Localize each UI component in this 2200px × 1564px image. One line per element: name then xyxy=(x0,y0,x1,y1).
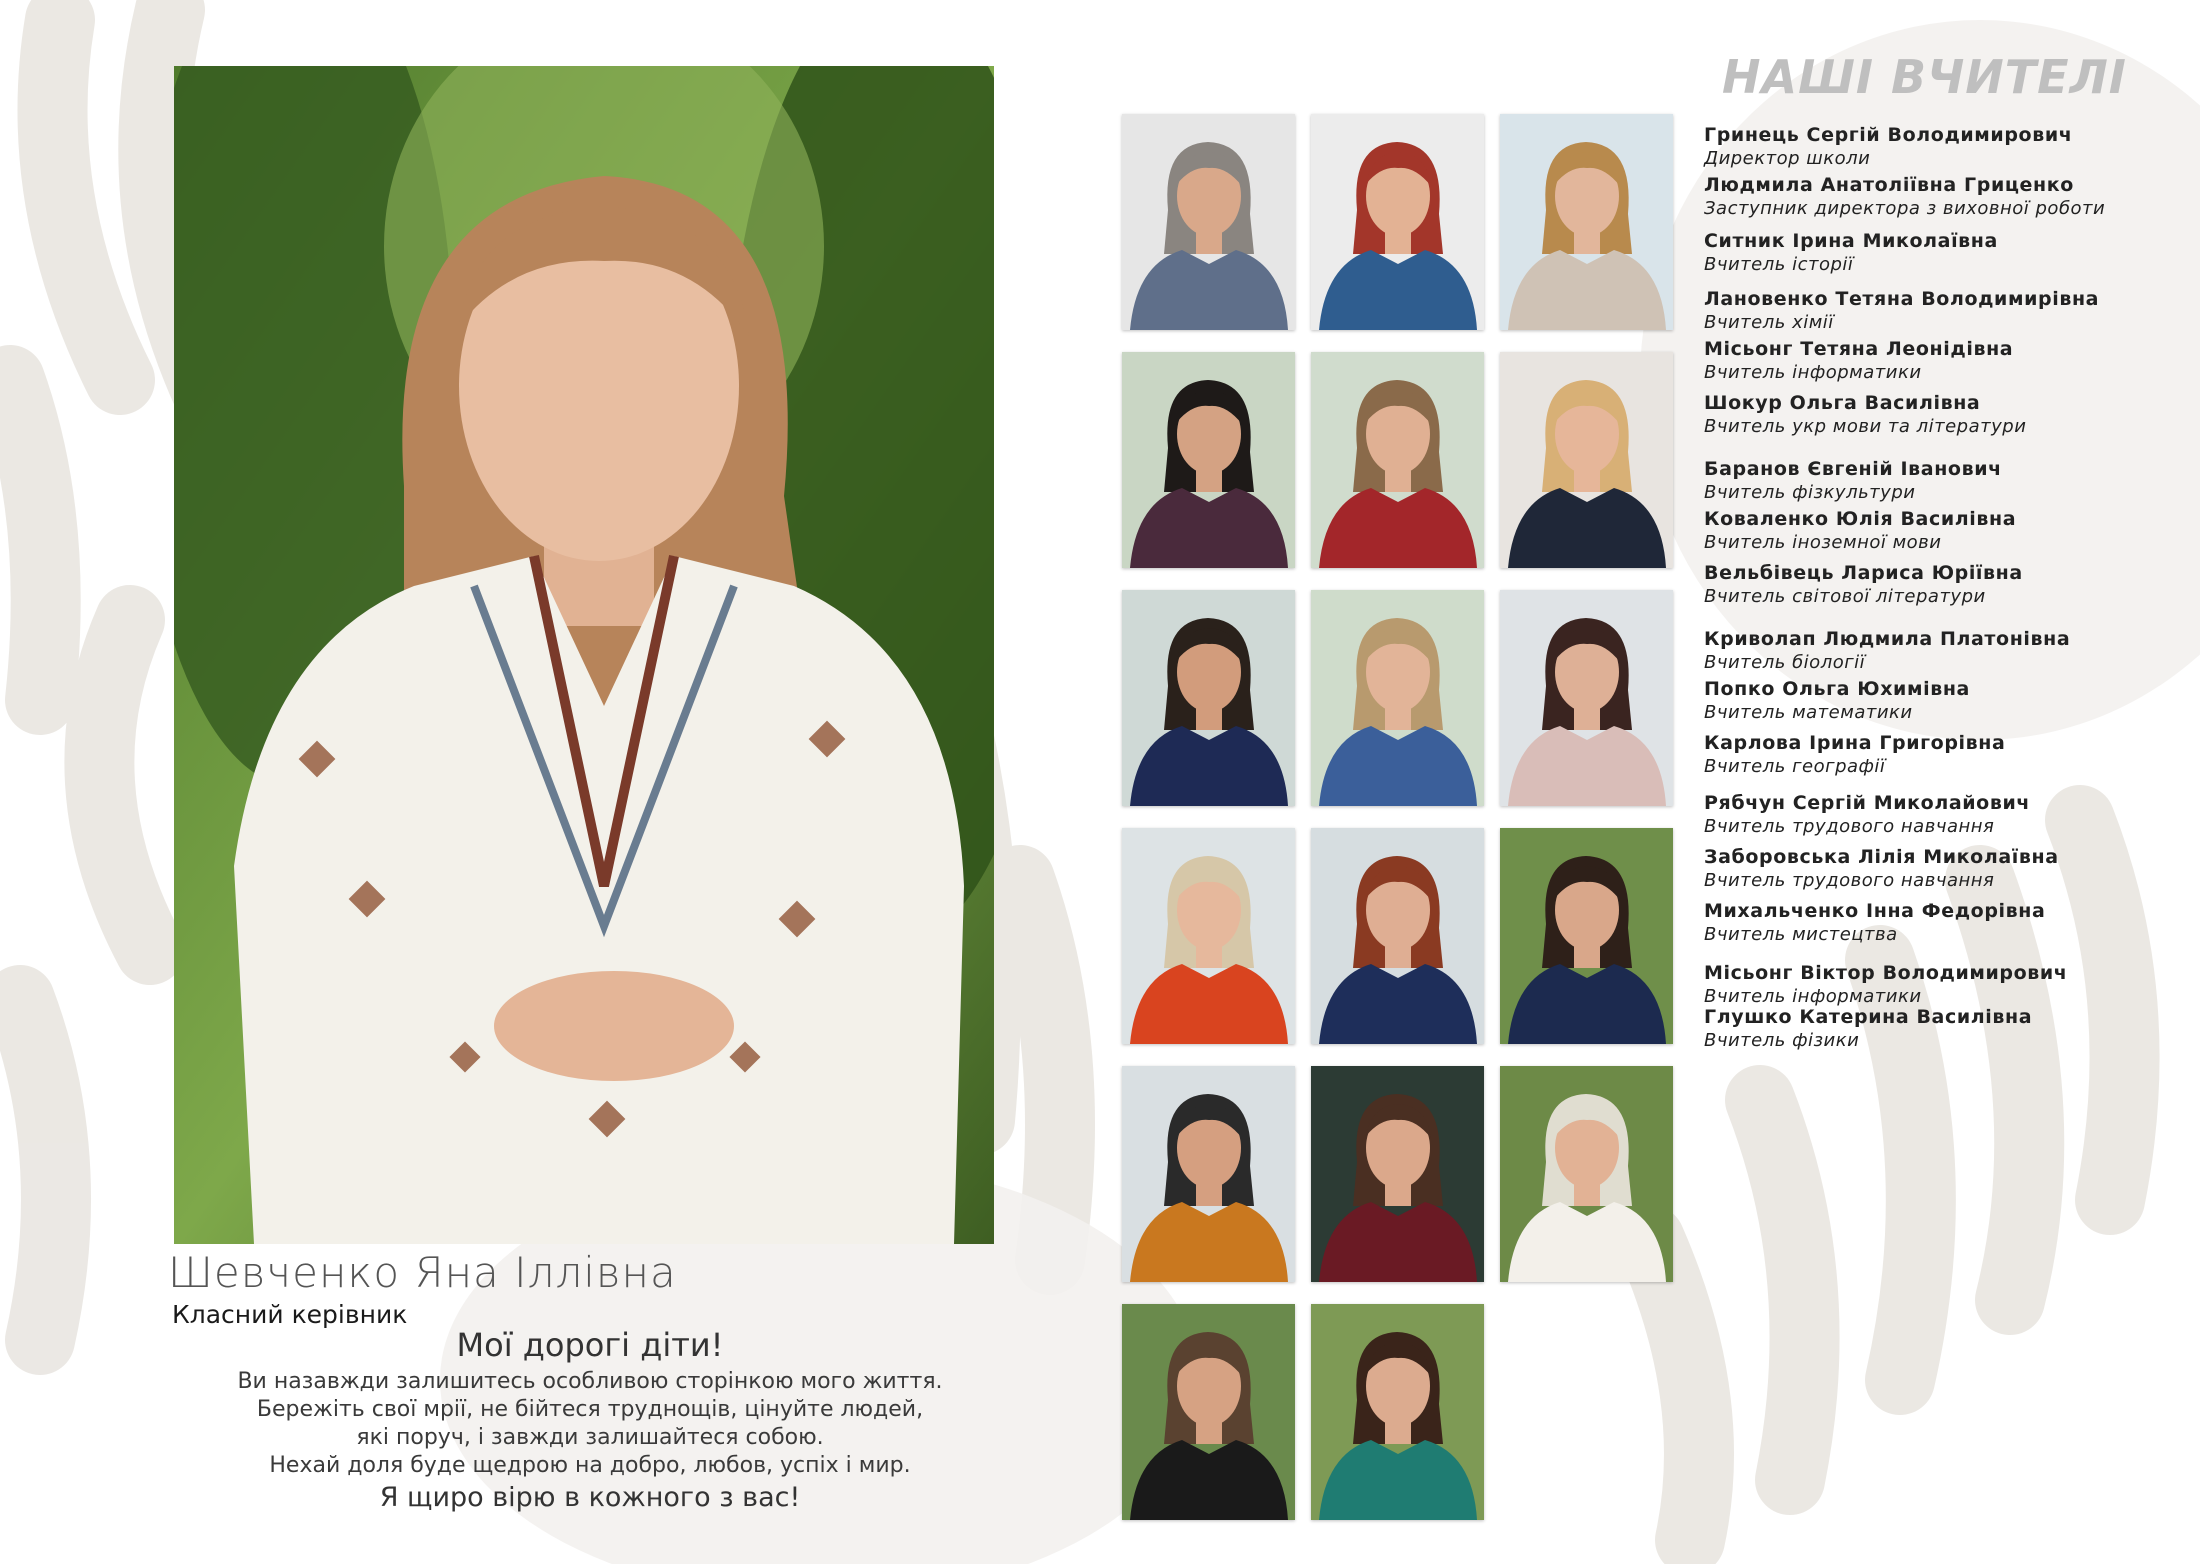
teacher-name: Людмила Анатоліївна Гриценко xyxy=(1704,174,2074,196)
teacher-position: Вчитель трудового навчання xyxy=(1704,816,1995,837)
message-greeting: Мої дорогі діти! xyxy=(456,1326,724,1364)
teacher-name: Гринець Сергій Володимирович xyxy=(1704,124,2073,146)
teacher-portrait xyxy=(1122,114,1295,330)
teacher-position: Вчитель інформатики xyxy=(1704,986,1922,1007)
teacher-portrait xyxy=(1122,828,1295,1044)
teacher-entry xyxy=(1704,508,2016,553)
teacher-name: Рябчун Сергій Миколайович xyxy=(1704,792,2031,814)
teacher-name: Глушко Катерина Василівна xyxy=(1704,1006,2033,1028)
teacher-entry xyxy=(1704,846,2059,891)
teacher-position: Вчитель трудового навчання xyxy=(1704,870,1995,891)
teacher-name: Місьонг Віктор Володимирович xyxy=(1704,962,2068,984)
teacher-position: Вчитель інформатики xyxy=(1704,362,1922,383)
teacher-portrait xyxy=(1122,352,1295,568)
teacher-position: Вчитель історії xyxy=(1704,254,1854,275)
teacher-portrait xyxy=(1500,1066,1673,1282)
teacher-name: Коваленко Юлія Василівна xyxy=(1704,508,2017,530)
teacher-entry xyxy=(1704,338,2013,383)
teacher-position: Вчитель географії xyxy=(1704,756,1886,777)
teacher-entry xyxy=(1704,792,2030,837)
teacher-name: Шокур Ольга Василівна xyxy=(1704,392,1981,414)
teacher-position: Вчитель світової літератури xyxy=(1704,586,1986,607)
teacher-name: Криволап Людмила Платонівна xyxy=(1704,628,2071,650)
message-closing: Я щиро вірю в кожного з вас! xyxy=(379,1482,801,1513)
teacher-position: Вчитель мистецтва xyxy=(1704,924,1898,945)
teacher-name: Михальченко Інна Федорівна xyxy=(1704,900,2046,922)
teacher-portrait xyxy=(1122,1304,1295,1520)
teacher-entry xyxy=(1704,562,2023,607)
teacher-name: Місьонг Тетяна Леонідівна xyxy=(1704,338,2014,360)
teacher-entry xyxy=(1704,900,2045,945)
teacher-name: Попко Ольга Юхимівна xyxy=(1704,678,1970,700)
farewell-message xyxy=(190,1326,990,1513)
teacher-entry xyxy=(1704,962,2067,1007)
teacher-entry xyxy=(1704,1006,2032,1051)
message-line: які поруч, і завжди залишайтеся собою. xyxy=(356,1425,824,1450)
teacher-entry xyxy=(1704,124,2072,169)
teacher-name: Вельбівець Лариса Юріївна xyxy=(1704,562,2023,584)
teacher-portrait xyxy=(1311,1304,1484,1520)
teacher-position: Вчитель хімії xyxy=(1704,312,1834,333)
teacher-entry xyxy=(1704,678,1970,723)
teacher-photo-grid xyxy=(1122,114,1676,1520)
teacher-name: Баранов Євгеній Іванович xyxy=(1704,458,2002,480)
message-line: Бережіть свої мрії, не бійтеся труднощів, цінуйте людей, xyxy=(256,1397,924,1422)
teacher-entry xyxy=(1704,392,2026,437)
teacher-portrait xyxy=(1122,1066,1295,1282)
teacher-position: Вчитель іноземної мови xyxy=(1704,532,1942,553)
teacher-name: Заборовська Лілія Миколаївна xyxy=(1704,846,2059,868)
teacher-portrait xyxy=(1311,590,1484,806)
teacher-entry xyxy=(1704,732,2005,777)
teacher-entry xyxy=(1704,230,1998,275)
teacher-name: Ситник Ірина Миколаївна xyxy=(1704,230,1998,252)
teacher-portrait xyxy=(1122,590,1295,806)
teacher-name: Лановенко Тетяна Володимирівна xyxy=(1704,288,2100,310)
teacher-name: Карлова Ірина Григорівна xyxy=(1704,732,2006,754)
teacher-position: Вчитель біології xyxy=(1704,652,1866,673)
message-line: Нехай доля буде щедрою на добро, любов, успіх і мир. xyxy=(269,1453,911,1478)
teacher-portrait xyxy=(1500,352,1673,568)
class-teacher-role: Класний керівник xyxy=(172,1300,408,1329)
teacher-position: Заступник директора з виховної роботи xyxy=(1704,198,2106,219)
teacher-position: Вчитель фізкультури xyxy=(1704,482,1916,503)
teacher-portrait xyxy=(1311,1066,1484,1282)
class-teacher-photo xyxy=(174,66,994,1244)
teacher-position: Вчитель математики xyxy=(1704,702,1913,723)
teacher-position: Вчитель укр мови та літератури xyxy=(1704,416,2027,437)
class-teacher-name: Шевченко Яна Іллівна xyxy=(168,1248,677,1297)
teacher-position: Вчитель фізики xyxy=(1704,1030,1860,1051)
teacher-portrait xyxy=(1311,828,1484,1044)
teacher-entry xyxy=(1704,288,2099,333)
teacher-entry xyxy=(1704,628,2070,673)
teacher-portrait xyxy=(1311,114,1484,330)
teacher-portrait xyxy=(1311,352,1484,568)
message-line: Ви назавжди залишитесь особливою сторінкою мого життя. xyxy=(237,1369,943,1394)
page-heading: НАШІ ВЧИТЕЛІ xyxy=(1722,50,2127,104)
teacher-position: Директор школи xyxy=(1704,148,1871,169)
teacher-portrait xyxy=(1500,828,1673,1044)
teacher-portrait xyxy=(1500,590,1673,806)
teacher-entry xyxy=(1704,174,2105,219)
teacher-entry xyxy=(1704,458,2002,503)
teacher-portrait xyxy=(1500,114,1673,330)
